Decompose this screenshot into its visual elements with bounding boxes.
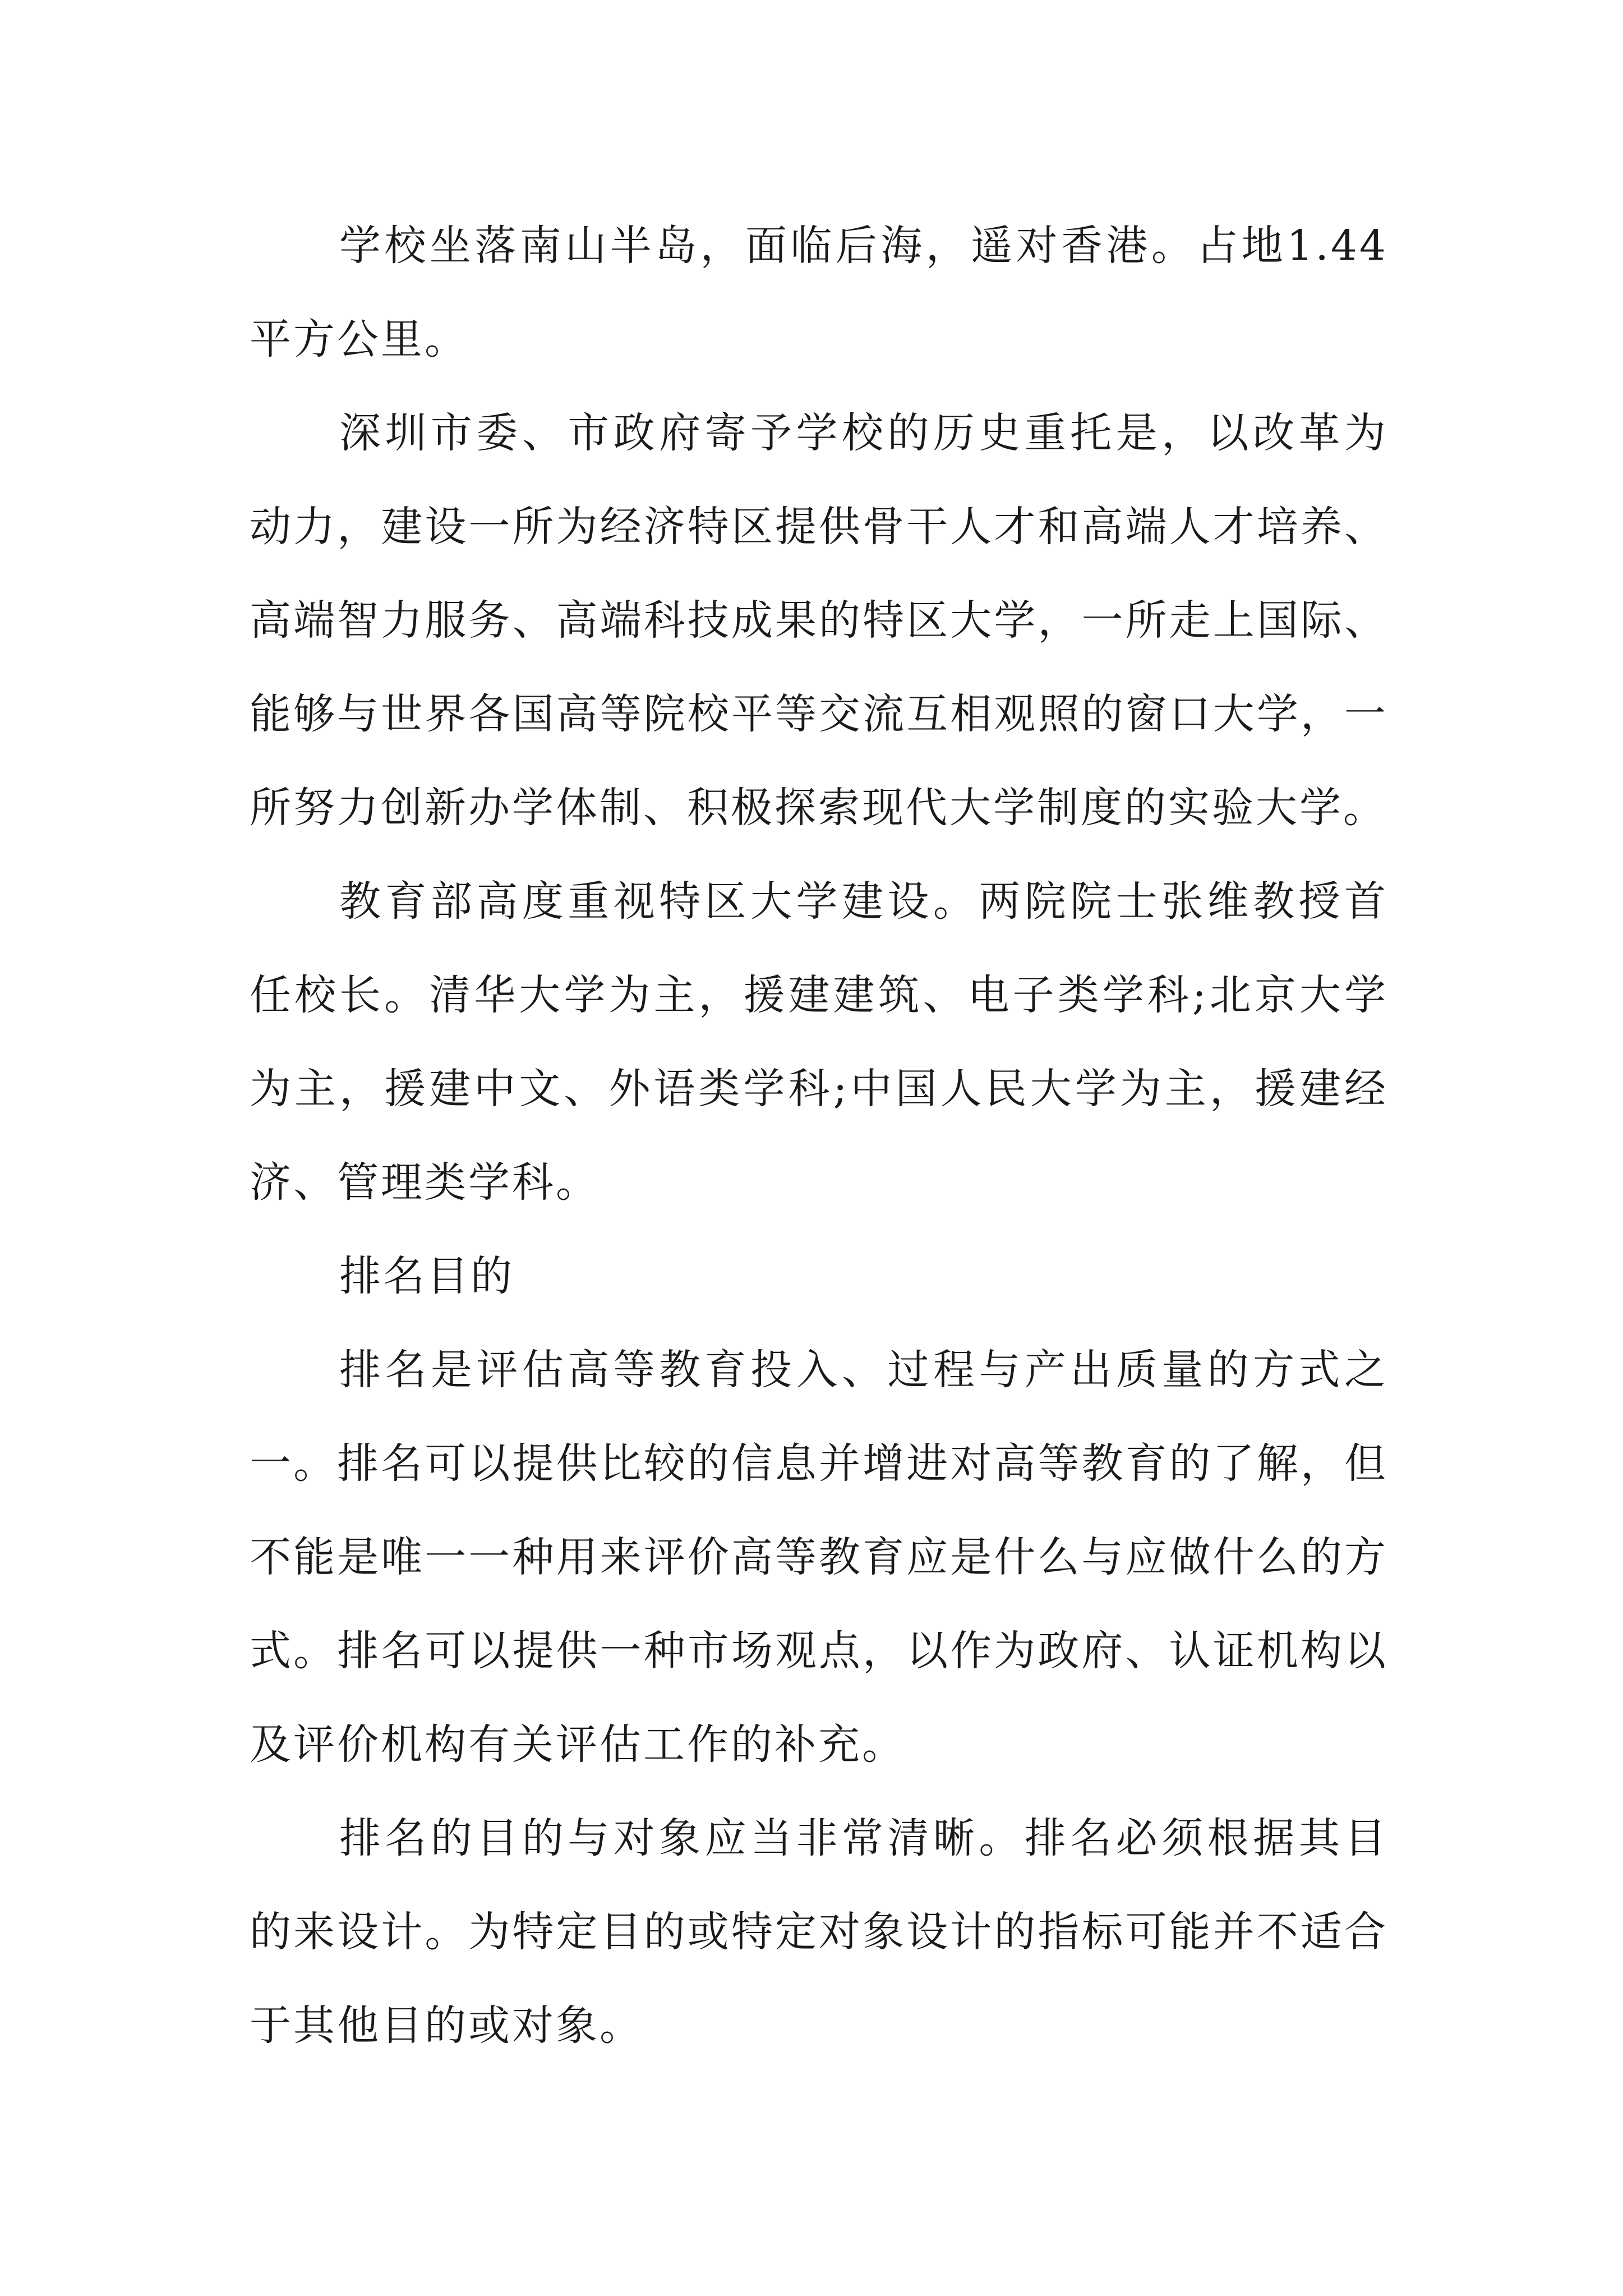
paragraph-ranking-role: 排名是评估高等教育投入、过程与产出质量的方式之一。排名可以提供比较的信息并增进对高等教育的了解，但不能是唯一一种用来评价高等教育应是什么与应做什么的方式。排名可以提供一种市场观点，以作为政府、认证机构以及评价机构有关评估工作的补充。 [250,1346,1388,1769]
document-body [250,199,1388,2073]
paragraph-campus-location: 学校坐落南山半岛，面临后海，遥对香港。占地1.44平方公里。 [250,222,1388,364]
paragraph-mission: 深圳市委、市政府寄予学校的历史重托是，以改革为动力，建设一所为经济特区提供骨干人才和高端人才培养、高端智力服务、高端科技成果的特区大学，一所走上国际、能够与世界各国高等院校平等交流互相观照的窗口大学，一所努力创新办学体制、积极探索现代大学制度的实验大学。 [250,409,1388,832]
paragraph-ranking-design: 排名的目的与对象应当非常清晰。排名必须根据其目的来设计。为特定目的或特定对象设计的指标可能并不适合于其他目的或对象。 [250,1814,1388,2050]
paragraph-ministry-support: 教育部高度重视特区大学建设。两院院士张维教授首任校长。清华大学为主，援建建筑、电子类学科;北京大学为主，援建中文、外语类学科;中国人民大学为主，援建经济、管理类学科。 [250,877,1388,1207]
section-heading-ranking-purpose: 排名目的 [339,1252,514,1300]
